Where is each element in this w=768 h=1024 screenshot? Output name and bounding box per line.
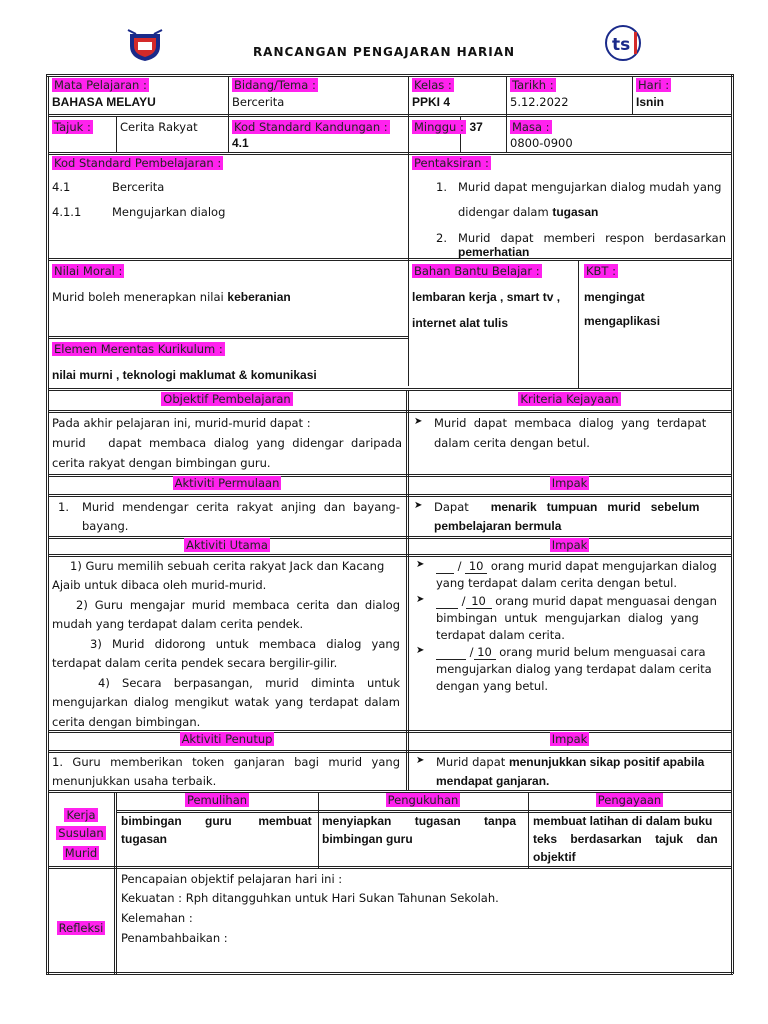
opening-impact-header: Impak [551, 476, 588, 490]
week-label: Minggu : 37 [414, 120, 483, 134]
assessment-text-2: Murid dapat memberi respon berdasarkan [458, 231, 726, 245]
content-std-label: Kod Standard Kandungan : [234, 120, 388, 134]
main-impact-1: ➤ / 10 orang murid dapat mengujarkan dialog [436, 559, 717, 574]
materials-line-1: lembaran kerja , smart tv , [412, 290, 561, 304]
followup-label-1: Kerja [66, 808, 96, 822]
assessment-num-1: 1. [436, 180, 447, 194]
closing-impact-line-2: mendapat ganjaran. [436, 774, 550, 788]
subject-label: Mata Pelajaran : [54, 78, 147, 92]
reinforce-line-1: menyiapkan tugasan tanpa [322, 814, 517, 828]
closing-impact-header: Impak [551, 732, 588, 746]
learning-std-code-1: 4.1 [52, 180, 71, 194]
cross-curr-label: Elemen Merentas Kurikulum : [54, 342, 223, 356]
time-label: Masa : [512, 120, 550, 134]
reflection-line-1: Pencapaian objektif pelajaran hari ini : [121, 872, 343, 886]
main-impact-3c: dengan yang betul. [436, 679, 549, 693]
kbt-line-1: mengingat [584, 290, 645, 304]
objective-line-2: murid dapat membaca dialog yang didengar daripada [52, 436, 402, 450]
main-header: Aktiviti Utama [186, 538, 268, 552]
reflection-line-4: Penambahbaikan : [121, 931, 228, 945]
moral-label: Nilai Moral : [54, 264, 123, 278]
cross-curr-text: nilai murni , teknologi maklumat & komunikasi [52, 368, 317, 382]
enrich-line-2: teks berdasarkan tajuk dan [533, 832, 718, 846]
main-line-5: 3) Murid didorong untuk membaca dialog yang [90, 637, 400, 651]
opening-line-1: Murid mendengar cerita rakyat anjing dan bayang- [82, 500, 400, 514]
moral-text: Murid boleh menerapkan nilai keberanian [52, 290, 291, 304]
materials-label: Bahan Bantu Belajar : [414, 264, 540, 278]
objective-header: Objektif Pembelajaran [163, 392, 291, 406]
closing-line-2: menunjukkan usaha terbaik. [52, 774, 217, 788]
content-std-value: 4.1 [232, 136, 249, 150]
reinforce-line-2: bimbingan guru [322, 832, 413, 846]
class-value: PPKI 4 [412, 95, 451, 109]
opening-header: Aktiviti Permulaan [174, 476, 280, 490]
svg-text:ts: ts [612, 35, 631, 55]
enrich-header: Pengayaan [597, 793, 662, 807]
main-line-8: mengujarkan dialog mengikut watak yang terdapat dalam [52, 695, 400, 709]
assessment-text-1: Murid dapat mengujarkan dialog mudah yang [458, 180, 722, 194]
reinforce-header: Pengukuhan [387, 793, 459, 807]
date-value: 5.12.2022 [510, 95, 569, 109]
opening-line-2: bayang. [82, 519, 129, 533]
class-label: Kelas : [414, 78, 452, 92]
opening-num: 1. [58, 500, 69, 514]
main-impact-3b: mengujarkan dialog yang terdapat dalam cerita [436, 662, 712, 676]
learning-std-text-2: Mengujarkan dialog [112, 205, 226, 219]
main-line-6: terdapat dalam cerita pendek secara bergilir-gilir. [52, 656, 338, 670]
reflection-line-3: Kelemahan : [121, 911, 193, 925]
main-line-4: mudah yang terdapat dalam cerita pendek. [52, 617, 304, 631]
closing-header: Aktiviti Penutup [181, 732, 273, 746]
main-line-1: 1) Guru memilih sebuah cerita rakyat Jack dan Kacang [70, 559, 385, 573]
assessment-label: Pentaksiran : [414, 156, 489, 170]
success-line-2: dalam cerita dengan betul. [434, 436, 590, 450]
enrich-line-3: objektif [533, 850, 576, 864]
reflection-line-2: Kekuatan : Rph ditangguhkan untuk Hari Sukan Tahunan Sekolah. [121, 891, 499, 905]
objective-line-1: Pada akhir pelajaran ini, murid-murid dapat : [52, 416, 311, 430]
learning-std-label: Kod Standard Pembelajaran : [54, 156, 222, 170]
main-impact-2b: bimbingan untuk mengujarkan dialog yang [436, 611, 699, 625]
field-label: Bidang/Tema : [234, 78, 316, 92]
opening-impact-line-1: ➤ Dapat menarik tumpuan murid sebelum [434, 500, 726, 514]
main-impact-2c: terdapat dalam cerita. [436, 628, 565, 642]
objective-line-3: cerita rakyat dengan bimbingan guru. [52, 456, 271, 470]
enrich-line-1: membuat latihan di dalam buku [533, 814, 713, 828]
success-line-1: ➤ Murid dapat membaca dialog yang terdapat [434, 416, 726, 430]
main-impact-2: ➤ / 10 orang murid dapat menguasai dengan [436, 594, 717, 609]
main-line-3: 2) Guru mengajar murid membaca cerita dan dialog [76, 598, 400, 612]
main-line-2: Ajaib untuk dibaca oleh murid-murid. [52, 578, 267, 592]
date-label: Tarikh : [512, 78, 554, 92]
page-title: RANCANGAN PENGAJARAN HARIAN [252, 45, 516, 59]
subject-value: BAHASA MELAYU [52, 95, 156, 109]
materials-line-2: internet alat tulis [412, 316, 509, 330]
success-header: Kriteria Kejayaan [520, 392, 619, 406]
main-line-7: 4) Secara berpasangan, murid diminta untuk [98, 676, 400, 690]
closing-line-1: 1. Guru memberikan token ganjaran bagi murid yang [52, 755, 400, 769]
remedial-line-2: tugasan [121, 832, 168, 846]
followup-label-3: Murid [64, 846, 98, 860]
time-value: 0800-0900 [510, 136, 573, 150]
day-value: Isnin [636, 95, 665, 109]
main-line-9: cerita dengan bimbingan. [52, 715, 201, 729]
learning-std-code-2: 4.1.1 [52, 205, 82, 219]
followup-label-2: Susulan [58, 826, 104, 840]
remedial-line-1: bimbingan guru membuat [121, 814, 312, 828]
main-impact-1b: yang terdapat dalam cerita dengan betul. [436, 576, 678, 590]
reflection-label: Refleksi [58, 921, 104, 935]
main-impact-3: ➤ / 10 orang murid belum menguasai cara [436, 645, 706, 660]
field-value: Bercerita [232, 95, 285, 109]
day-label: Hari : [638, 78, 670, 92]
main-impact-header: Impak [551, 538, 588, 552]
assessment-text-1b: didengar dalam tugasan [458, 205, 599, 219]
kbt-label: KBT : [586, 264, 616, 278]
topic-label: Tajuk : [54, 120, 91, 134]
topic-value: Cerita Rakyat [120, 120, 198, 134]
learning-std-text-1: Bercerita [112, 180, 165, 194]
opening-impact-line-2: pembelajaran bermula [434, 519, 562, 533]
assessment-num-2: 2. [436, 231, 447, 245]
kbt-line-2: mengaplikasi [584, 314, 661, 328]
closing-impact-line-1: ➤ Murid dapat menunjukkan sikap positif apabila [436, 755, 704, 769]
assessment-bold-2: pemerhatian [458, 245, 530, 259]
remedial-header: Pemulihan [186, 793, 248, 807]
